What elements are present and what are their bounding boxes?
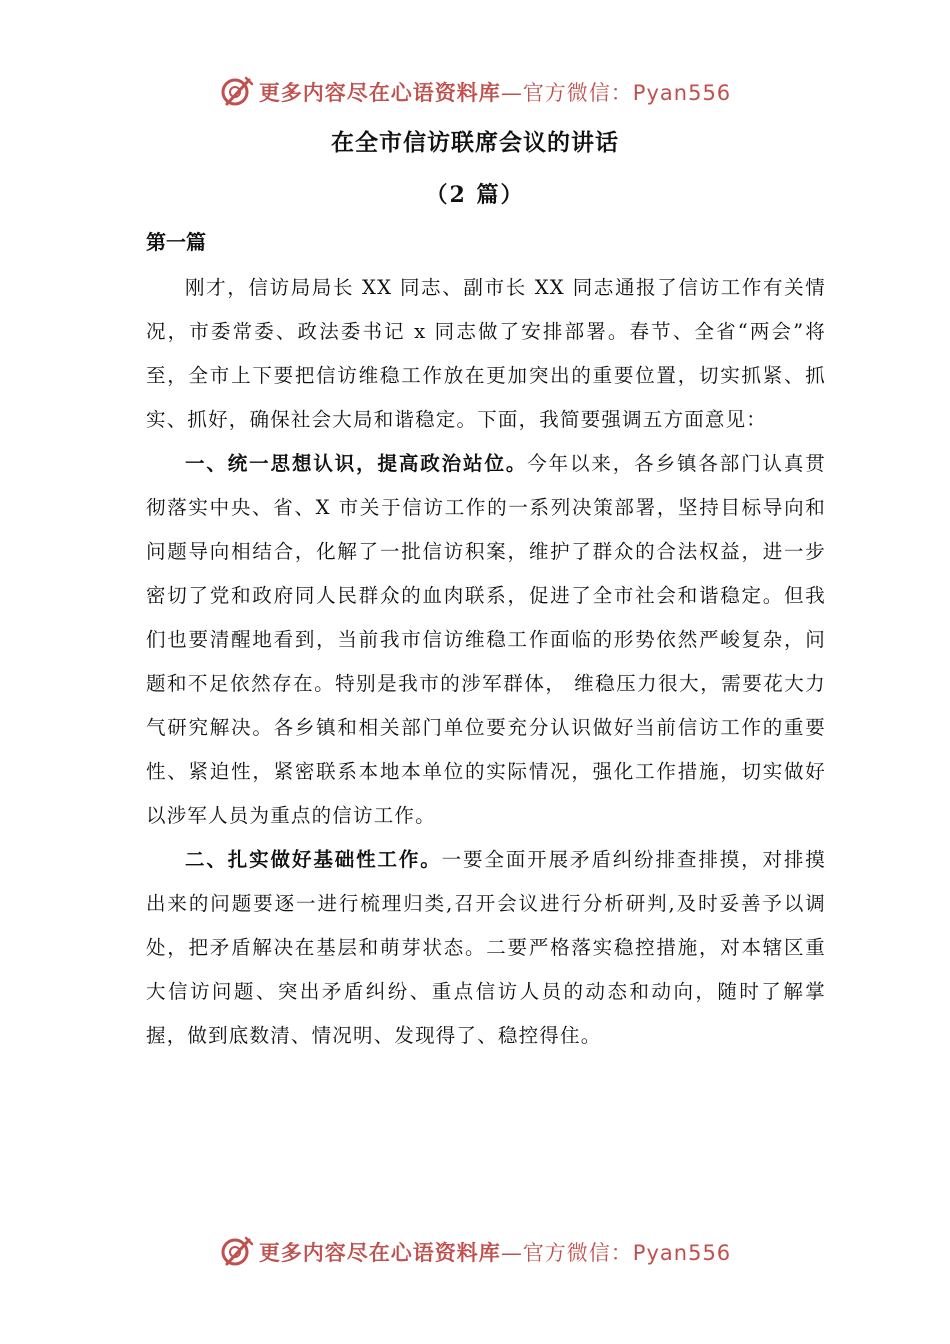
paragraph-point-two: [146, 838, 826, 1058]
banner-sub-text: —官方微信：Pyan556: [500, 1241, 732, 1265]
hand-writing-logo-icon: [219, 74, 255, 110]
document-subtitle: （2 篇）: [425, 182, 525, 208]
header-banner: [0, 70, 950, 114]
footer-banner: [0, 1230, 950, 1274]
paragraph-text: 今年以来，各乡镇各部门认真贯彻落实中央、省、X 市关于信访工作的一系列决策部署，坚持目标导向和问题导向相结合，化解了一批信访积案，维护了群众的合法权益，进一步密切了党和政府同人民群众的血肉联系，促进了全市社会和谐稳定。但我们也要清醒地看到，当前我市信访维稳工作面临的形势依然严峻复杂，问题和不足依然存在。特别是我市的涉军群体， 维稳压力很大，需要花大力气研究解决。各乡镇和相关部门单位要充分认识做好当前信访工作的重要性、紧迫性，紧密联系本地本单位的实际情况，强化工作措施，切实做好以涉军人员为重点的信访工作。: [146, 452, 826, 827]
banner-sub-text: —官方微信：Pyan556: [500, 81, 732, 105]
hand-writing-logo-icon: [219, 1234, 255, 1270]
paragraph-lead: 二、扎实做好基础性工作。: [185, 848, 442, 871]
banner-main-text: 更多内容尽在心语资料库: [258, 1241, 501, 1265]
section-heading: 第一篇: [146, 230, 206, 254]
paragraph-intro: [146, 266, 826, 442]
paragraph-point-one: [146, 442, 826, 838]
paragraph-lead: 一、统一思想认识，提高政治站位。: [185, 452, 528, 475]
document-title: 在全市信访联席会议的讲话: [331, 129, 619, 156]
paragraph-text: 刚才，信访局局长 XX 同志、副市长 XX 同志通报了信访工作有关情况，市委常委、政法委书记 x 同志做了安排部署。春节、全省“两会”将至，全市上下要把信访维稳工作放在更加突出的重要位置，切实抓紧、抓实、抓好，确保社会大局和谐稳定。下面，我简要强调五方面意见：: [146, 276, 826, 431]
document-body: [146, 266, 826, 1058]
banner-main-text: 更多内容尽在心语资料库: [258, 81, 501, 105]
paragraph-text: 一要全面开展矛盾纠纷排查排摸，对排摸出来的问题要逐一进行梳理归类,召开会议进行分析研判,及时妥善予以调处，把矛盾解决在基层和萌芽状态。二要严格落实稳控措施，对本辖区重大信访问题、突出矛盾纠纷、重点信访人员的动态和动向，随时了解掌握，做到底数清、情况明、发现得了、稳控得住。: [146, 848, 826, 1047]
